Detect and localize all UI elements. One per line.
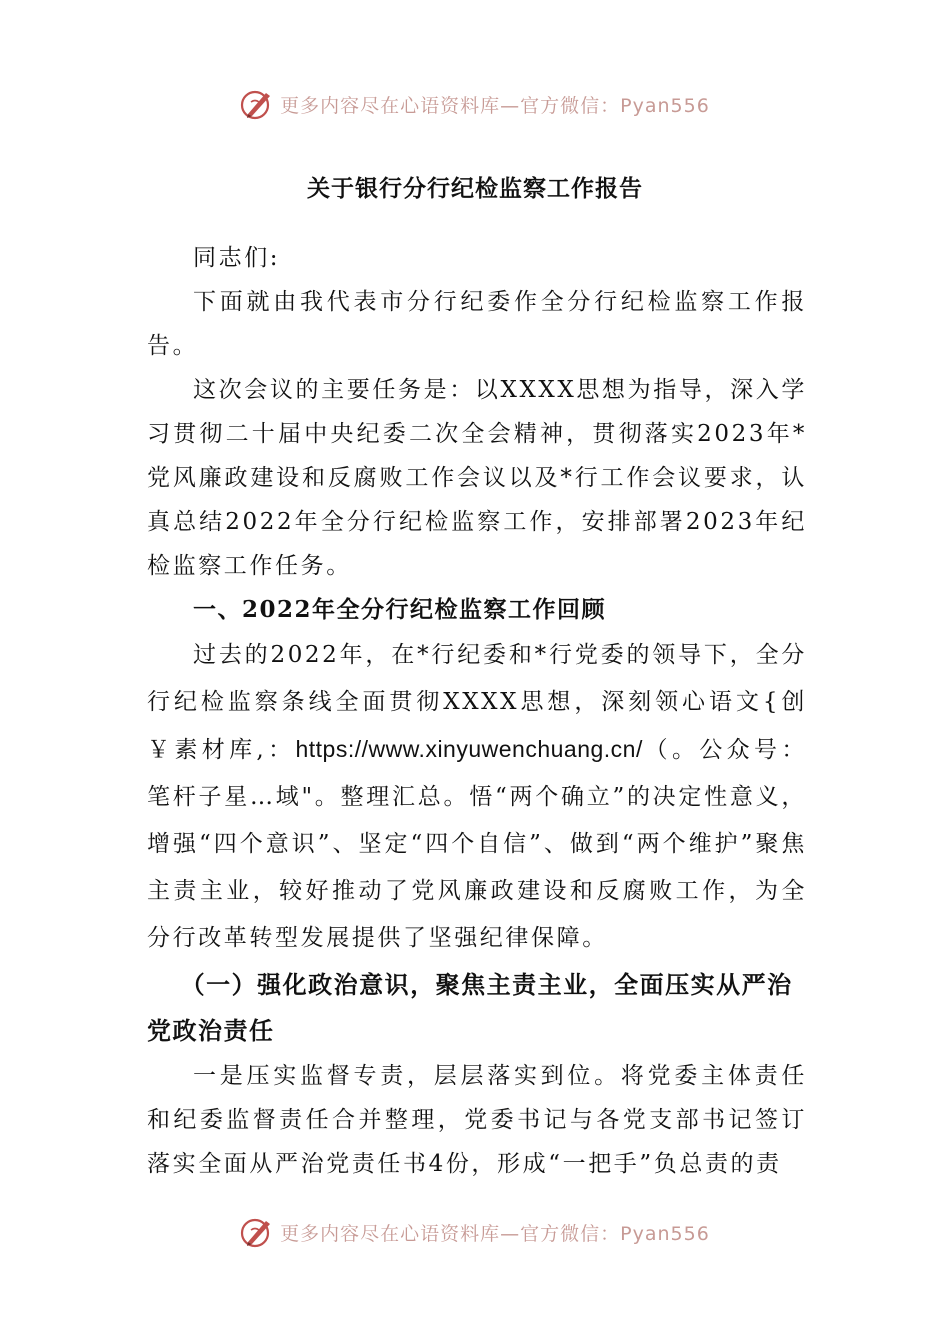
paragraph-3-part-2: （。公众号：笔杆子星…域"。整理汇总。悟“两个确立”的决定性意义，增强“四个意识”、坚定“四个自信”、做到“两个维护”聚焦主责主业，较好推动了党风廉政建设和反腐败工作，为全分行改革转型发展提供了坚强纪律保障。 (147, 737, 807, 951)
subsection-1-heading: （一）强化政治意识，聚焦主责主业，全面压实从严治党政治责任 (147, 971, 793, 1045)
section-1-heading: 一、2022年全分行纪检监察工作回顾 (193, 596, 607, 623)
pen-in-circle-icon (240, 87, 274, 121)
footer-banner (0, 1212, 950, 1252)
pen-in-circle-icon (240, 1215, 274, 1249)
salutation: 同志们: (193, 245, 281, 271)
footer-banner-inner (240, 1215, 710, 1249)
header-banner-inner (240, 87, 710, 121)
paragraph-3 (147, 632, 807, 962)
source-url-link[interactable]: https://www.xinyuwenchuang.cn/ (295, 736, 643, 762)
paragraph-1: 下面就由我代表市分行纪委作全分行纪检监察工作报告。 (147, 289, 807, 359)
header-banner-text: 更多内容尽在心语资料库—官方微信：Pyan556 (280, 94, 710, 117)
paragraph-4: 一是压实监督专责，层层落实到位。将党委主体责任和纪委监督责任合并整理，党委书记与各党支部书记签订落实全面从严治党责任书4份，形成“一把手”负总责的责 (147, 1063, 807, 1177)
document-title: 关于银行分行纪检监察工作报告 (307, 175, 643, 202)
paragraph-3-part-1: 过去的2022年，在*行纪委和*行党委的领导下，全分行纪检监察条线全面贯彻XXXX思想，深刻领心语文{创￥素材库,： (147, 642, 807, 763)
header-banner (0, 84, 950, 124)
paragraph-2: 这次会议的主要任务是：以XXXX思想为指导，深入学习贯彻二十届中央纪委二次全会精神，贯彻落实2023年*党风廉政建设和反腐败工作会议以及*行工作会议要求，认真总结2022年全分行纪检监察工作，安排部署2023年纪检监察工作任务。 (147, 377, 807, 579)
document-body (147, 236, 807, 1186)
footer-banner-text: 更多内容尽在心语资料库—官方微信：Pyan556 (280, 1222, 710, 1245)
